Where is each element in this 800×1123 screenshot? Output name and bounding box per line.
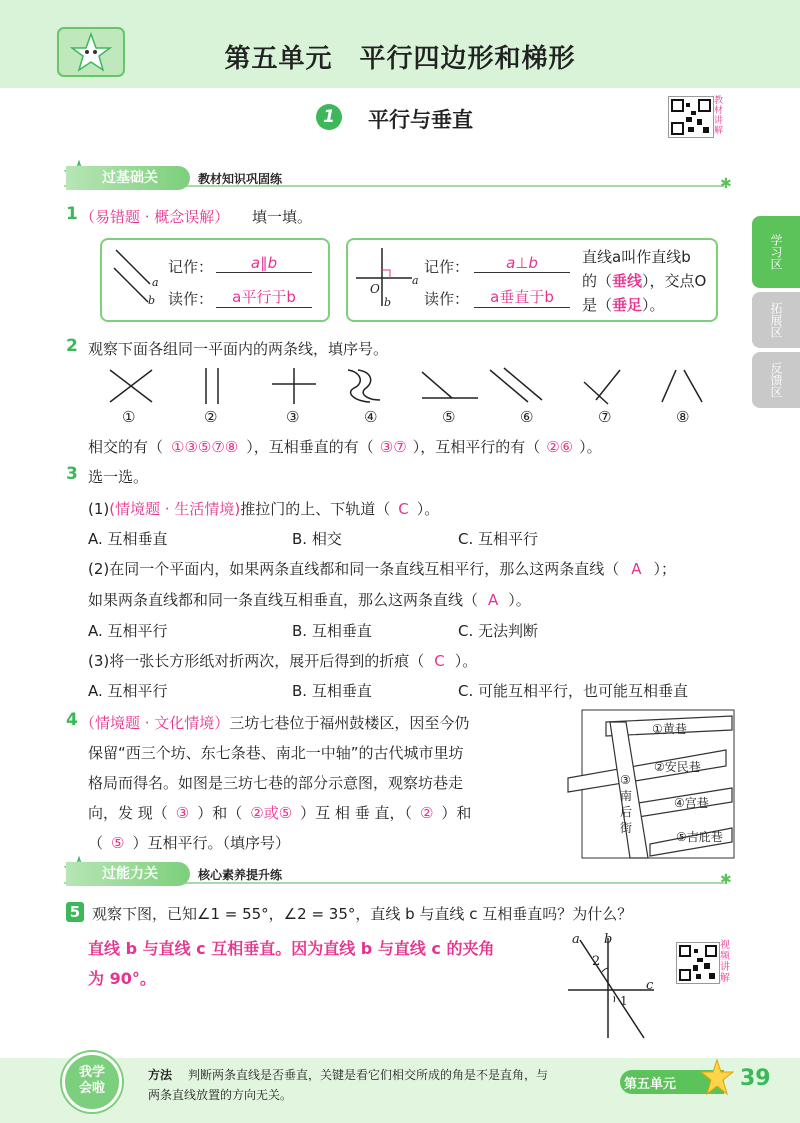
q1-box2-ans-perp-line: 垂线 [612, 272, 643, 290]
q1-box2-read-label: 读作： [424, 290, 470, 308]
q5-number-badge: 5 [66, 902, 84, 922]
footer-mascot-icon [700, 1058, 734, 1098]
q3-part3: (3)将一张长方形纸对折两次，展开后得到的折痕（ C ）。 [88, 652, 478, 670]
q1-box2-record-answer: a⊥b [474, 254, 570, 273]
q1-tag: （易错题 · 概念误解） [80, 208, 230, 226]
q1-box2-side-line1: 直线a叫作直线b [582, 248, 691, 266]
q2-label-6: ⑥ [520, 408, 534, 426]
q1-box2-read-answer: a垂直于b [474, 286, 570, 308]
q4-map-street4: ④宫巷 [674, 796, 709, 810]
q2-answer-perpendicular: ③⑦ [379, 438, 407, 456]
q3-part1-answer: C [398, 500, 409, 518]
qr-code-icon[interactable] [668, 96, 714, 138]
q4-line3: 格局而得名。如图是三坊七巷的部分示意图，观察坊巷走 [88, 774, 464, 792]
q1-box1-record-label: 记作： [168, 258, 214, 276]
side-tab-study[interactable]: 学习区 [752, 216, 800, 288]
q3-text: 选一选。 [88, 468, 149, 486]
q3-part3-opt-c: C. 可能互相平行，也可能互相垂直 [458, 682, 689, 700]
band2-subtitle: 核心素养提升练 [198, 868, 283, 882]
q2-label-3: ③ [286, 408, 300, 426]
footer-method-label: 方法 [148, 1068, 173, 1082]
q1-box2-a: a [412, 274, 419, 287]
side-tab-expand[interactable]: 拓展区 [752, 292, 800, 348]
q1-text: 填一填。 [252, 208, 313, 226]
q1-box1-a: a [152, 276, 159, 289]
q1-box1-read-label: 读作： [168, 290, 214, 308]
q5-fig-angle2: 2 [592, 954, 601, 969]
footer-method-line1: 判断两条直线是否垂直，关键是看它们相交所成的角是不是直角，与 [188, 1068, 549, 1082]
footer-method-line2: 两条直线放置的方向无关。 [148, 1088, 293, 1102]
q3-part3-opt-a: A. 互相平行 [88, 682, 168, 700]
q4-line5: （ ⑤ ）互相平行。（填序号） [88, 834, 290, 852]
q5-fig-b: b [604, 932, 613, 947]
q1-box2-side-line2: 的（垂线），交点O [582, 272, 707, 290]
q5-qr-code-icon[interactable] [676, 942, 720, 984]
q5-text: 观察下图，已知∠1 = 55°，∠2 = 35°，直线 b 与直线 c 互相垂直吗？为什么？ [92, 905, 633, 923]
q3-part2-answer1: A [631, 560, 642, 578]
q3-part2-opt-c: C. 无法判断 [458, 622, 539, 640]
q3-part2-opt-a: A. 互相平行 [88, 622, 168, 640]
q2-label-8: ⑧ [676, 408, 690, 426]
q1-box2-record-label: 记作： [424, 258, 470, 276]
q2-label-5: ⑤ [442, 408, 456, 426]
q5-fig-c: c [646, 978, 654, 993]
band2-end-star: ✱ [720, 872, 732, 888]
qr-caption: 教材讲解 [714, 96, 724, 136]
q1-box2-o: O [370, 282, 380, 296]
q1-box1-record-answer: a∥b [216, 254, 312, 273]
q4-answer2: ②或⑤ [250, 804, 293, 822]
q3-part1-opt-c: C. 互相平行 [458, 530, 539, 548]
page-number: 39 [740, 1066, 771, 1091]
q4-map-street3: ③南后街 [620, 773, 633, 835]
q4-line2: 保留“西三个坊、东七条巷、南北一中轴”的古代城市里坊 [88, 744, 464, 762]
q3-part2-line2: 如果两条直线都和同一条直线互相垂直，那么这两条直线（ A ）。 [88, 591, 531, 609]
q4-answer4: ⑤ [111, 834, 125, 852]
q1-box2-side-line3: 是（垂足）。 [582, 296, 665, 314]
q5-answer-line2: 为 90°。 [88, 969, 156, 988]
footer-badge [62, 1052, 122, 1112]
q1-box1-b: b [148, 294, 156, 307]
q5-answer-line1: 直线 b 与直线 c 互相垂直。因为直线 b 与直线 c 的夹角 [88, 939, 495, 958]
q3-part3-answer: C [434, 652, 445, 670]
band1-end-star: ✱ [720, 176, 732, 192]
band1-subtitle: 教材知识巩固练 [198, 172, 283, 186]
q5-fig-angle1: 1 [620, 994, 628, 1008]
q3-part2-opt-b: B. 互相垂直 [292, 622, 372, 640]
q4-map-street2: ②安民巷 [654, 760, 701, 774]
section-number: 1 [316, 104, 342, 130]
q3-part2-answer2: A [488, 591, 499, 609]
q4-map-street1: ①黄巷 [652, 722, 687, 736]
q2-answer-parallel: ②⑥ [546, 438, 574, 456]
q2-answer-intersect: ①③⑤⑦⑧ [171, 438, 239, 456]
q1-number: 1 [66, 204, 78, 224]
q3-part3-opt-b: B. 互相垂直 [292, 682, 372, 700]
q3-number: 3 [66, 464, 78, 484]
q2-label-7: ⑦ [598, 408, 612, 426]
footer-badge-text: 我学会啦 [78, 1065, 105, 1096]
q3-part1: (1)(情境题 · 生活情境)推拉门的上、下轨道（ C ）。 [88, 500, 440, 518]
side-tab-feedback[interactable]: 反馈区 [752, 352, 800, 408]
q4-number: 4 [66, 710, 78, 730]
q2-answer-line: 相交的有（ ①③⑤⑦⑧ ），互相垂直的有（ ③⑦ ），互相平行的有（ ②⑥ ）。 [88, 438, 602, 456]
q1-box2-b: b [384, 296, 392, 309]
q3-part1-opt-a: A. 互相垂直 [88, 530, 168, 548]
q2-label-2: ② [204, 408, 218, 426]
q1-box2-ans-foot: 垂足 [612, 296, 643, 314]
q2-number: 2 [66, 336, 78, 356]
q2-label-4: ④ [364, 408, 378, 426]
page-title: 第五单元 平行四边形和梯形 [224, 44, 576, 74]
q3-part1-opt-b: B. 相交 [292, 530, 342, 548]
q3-part2-line1: (2)在同一个平面内，如果两条直线都和同一条直线互相平行，那么这两条直线（ A ）； [88, 560, 677, 578]
q5-fig-a: a [572, 932, 580, 947]
q2-text: 观察下面各组同一平面内的两条线，填序号。 [88, 340, 389, 358]
q4-line4: 向，发 现（ ③ ）和（ ②或⑤ ）互 相 垂 直，（ ② ）和 [88, 804, 472, 822]
q2-label-1: ① [122, 408, 136, 426]
q4-answer3: ② [419, 804, 434, 822]
q1-box1-read-answer: a平行于b [216, 286, 312, 308]
section-title: 平行与垂直 [368, 108, 473, 132]
q5-qr-caption: 视频讲解 [720, 940, 730, 984]
q4-line1: （情境题 · 文化情境）三坊七巷位于福州鼓楼区，因至今仍 [80, 714, 470, 732]
q4-answer1: ③ [175, 804, 190, 822]
q2-line-figures [100, 366, 720, 406]
band1-label: 过基础关 [66, 166, 190, 190]
q4-map-street5: ⑤吉庇巷 [676, 830, 723, 844]
footer-unit-label: 第五单元 [624, 1077, 677, 1092]
band2-label: 过能力关 [66, 862, 190, 886]
